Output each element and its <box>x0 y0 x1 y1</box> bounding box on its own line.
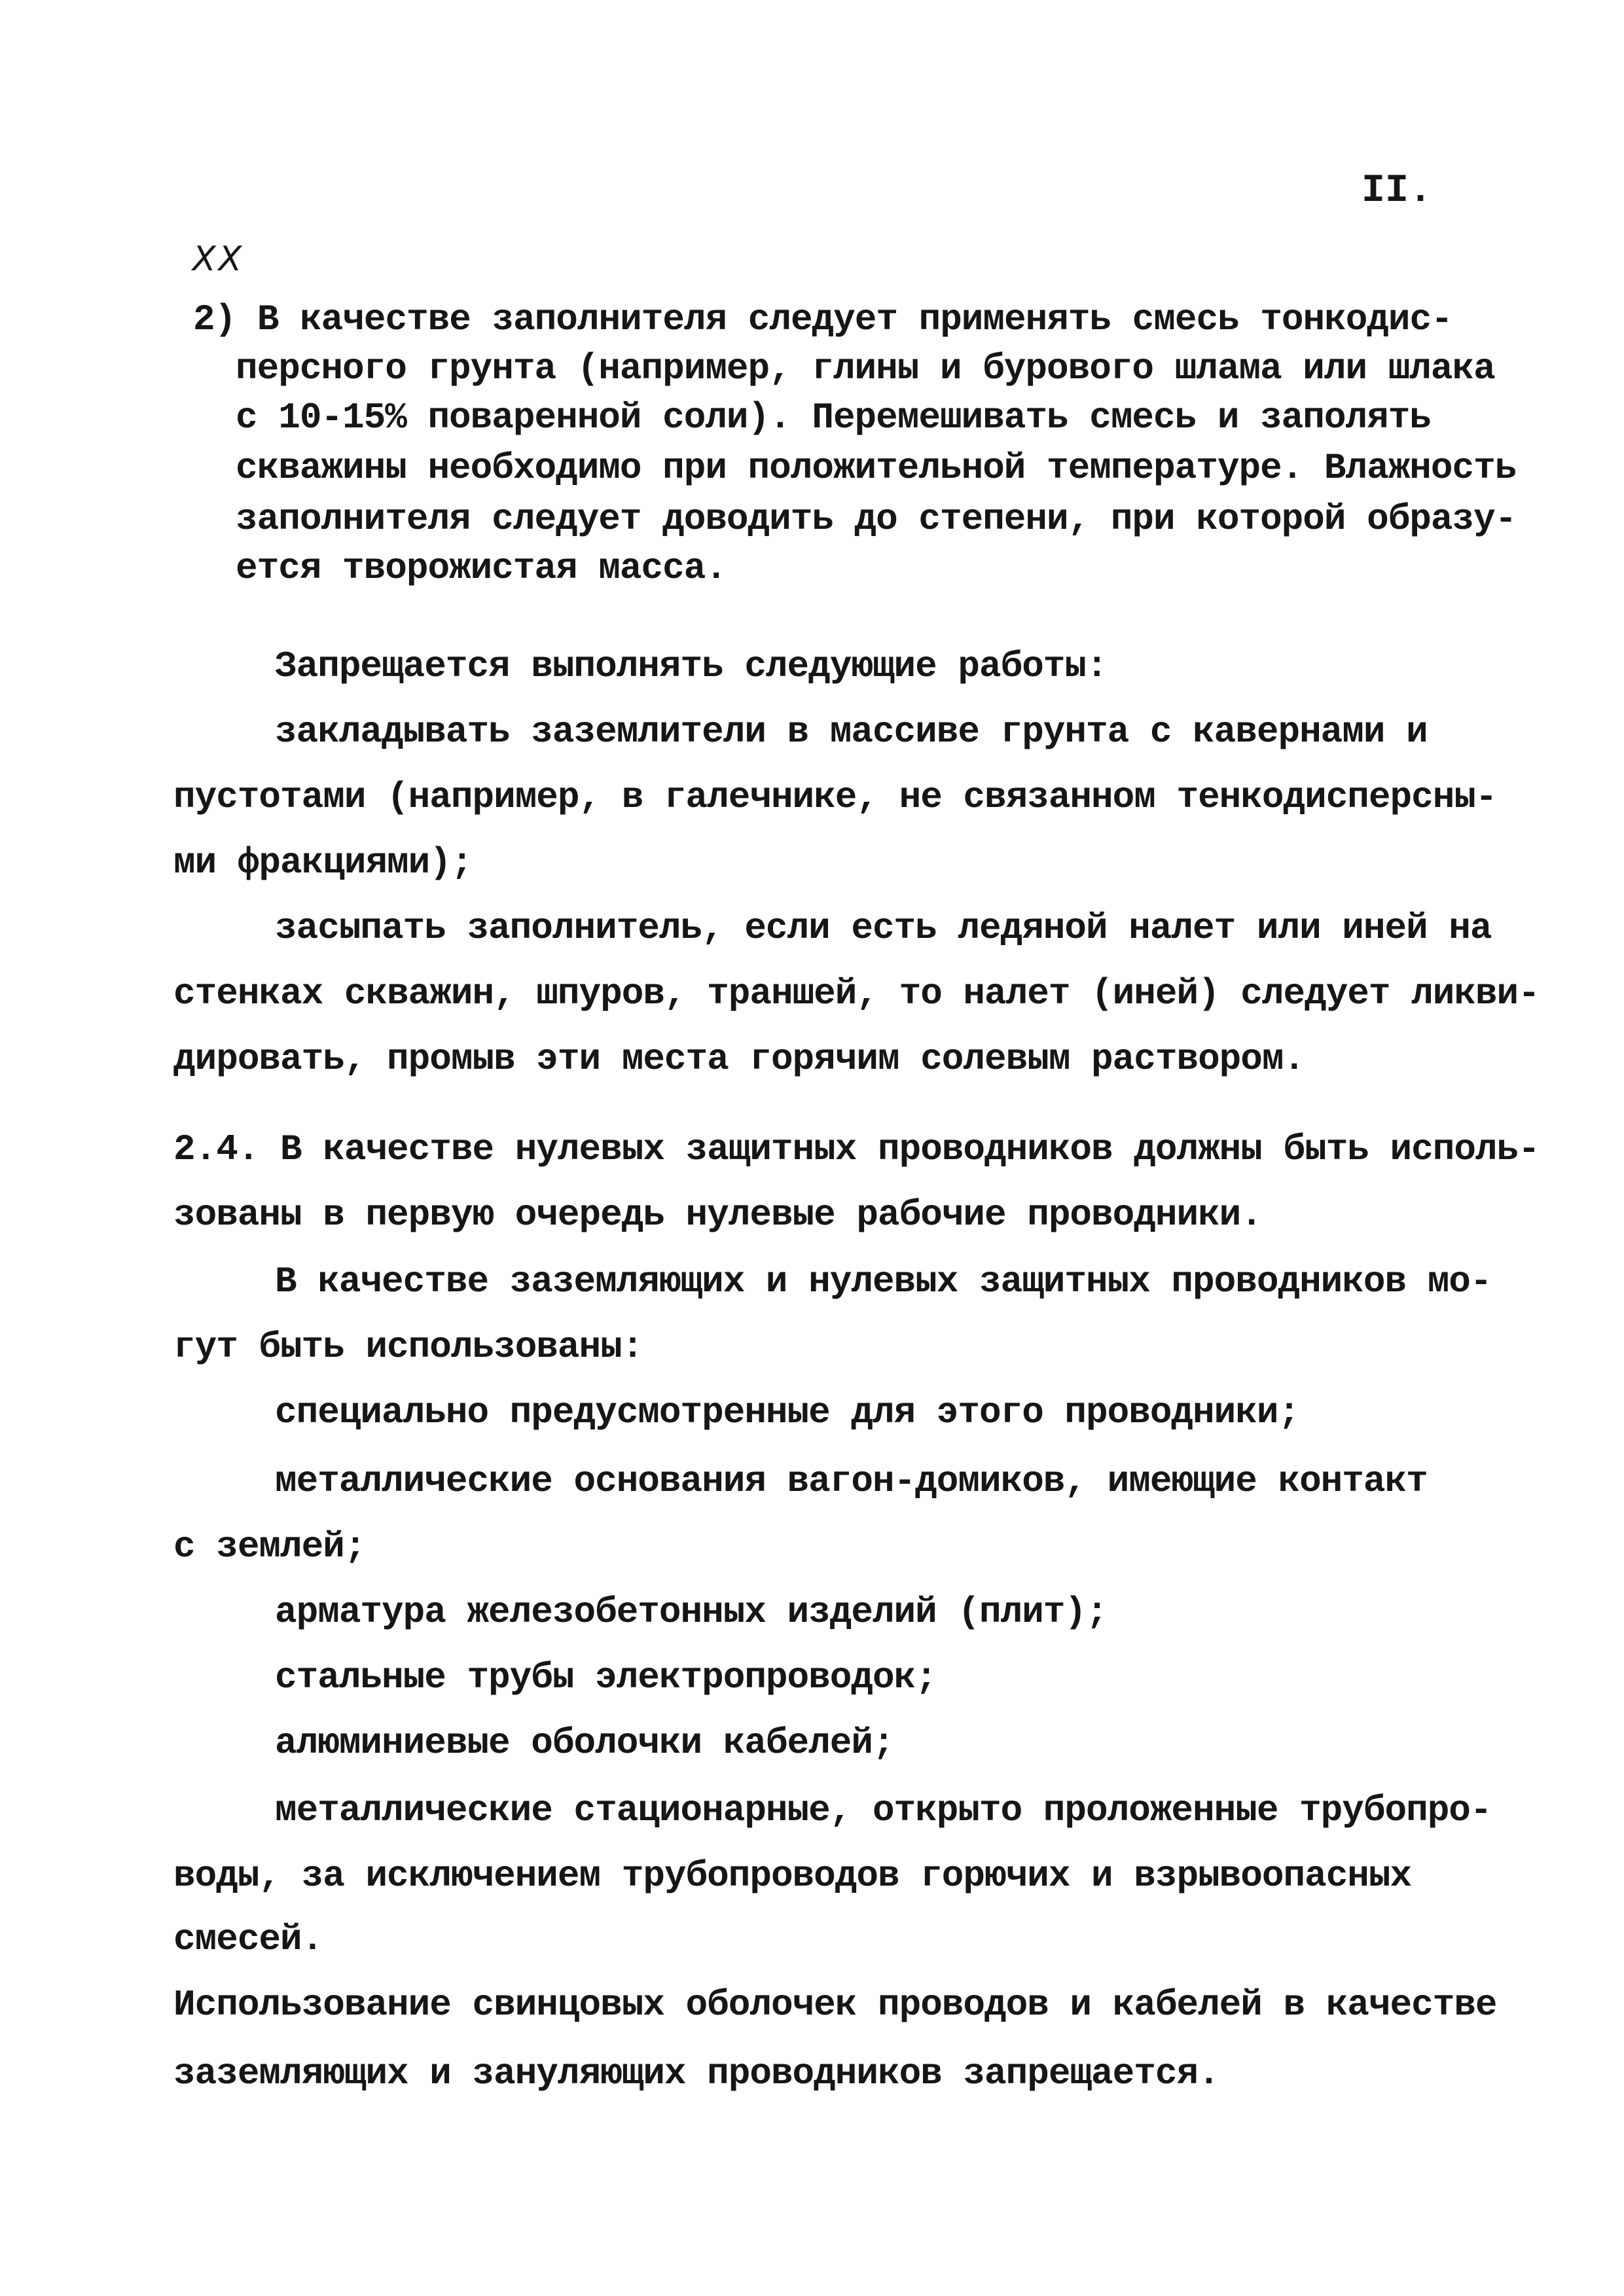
text-line: Запрещается выполнять следующие работы: <box>275 645 1108 687</box>
text-line: алюминиевые оболочки кабелей; <box>275 1722 894 1764</box>
text-line: с землей; <box>173 1526 366 1568</box>
text-line: закладывать заземлители в массиве грунта с кавернами и <box>275 711 1428 753</box>
text-line: стенках скважин, шпуров, траншей, то налет (иней) следует ликви- <box>173 973 1540 1014</box>
page-number: II. <box>1362 169 1433 213</box>
text-line: арматура железобетонных изделий (плит); <box>275 1591 1108 1633</box>
text-line: смесей. <box>173 1918 323 1960</box>
text-line: специально предусмотренные для этого проводники; <box>275 1391 1300 1433</box>
text-line: гут быть использованы: <box>173 1326 643 1368</box>
text-line: скважины необходимо при положительной температуре. Влажность <box>236 447 1517 489</box>
text-line: Использование свинцовых оболочек проводов и кабелей в качестве <box>173 1984 1497 2026</box>
text-line: ми фракциями); <box>173 842 473 884</box>
text-line: металлические стационарные, открыто проложенные трубопро- <box>275 1789 1492 1831</box>
text-line: пустотами (например, в галечнике, не связанном тенкодисперсны- <box>173 776 1497 818</box>
text-line: заземляющих и зануляющих проводников запрещается. <box>173 2053 1219 2094</box>
text-line: 2.4. В качестве нулевых защитных проводников должны быть исполь- <box>173 1128 1540 1170</box>
text-line: металлические основания вагон-домиков, имеющие контакт <box>275 1460 1428 1502</box>
text-line: ется творожистая масса. <box>236 547 727 589</box>
text-line: засыпать заполнитель, если есть ледяной налет или иней на <box>275 907 1492 949</box>
text-line: В качестве заземляющих и нулевых защитных проводников мо- <box>275 1261 1492 1302</box>
text-line: стальные трубы электропроводок; <box>275 1657 937 1698</box>
text-line: 2) В качестве заполнителя следует применять смесь тонкодис- <box>193 298 1453 340</box>
text-line: персного грунта (например, глины и бурового шлама или шлака <box>236 348 1495 389</box>
margin-mark: XX <box>192 240 245 279</box>
text-line: дировать, промыв эти места горячим солевым раствором. <box>173 1038 1305 1080</box>
text-line: заполнителя следует доводить до степени, при которой образу- <box>236 498 1517 540</box>
text-line: зованы в первую очередь нулевые рабочие проводники. <box>173 1194 1262 1236</box>
text-line: воды, за исключением трубопроводов горючих и взрывоопасных <box>173 1855 1412 1897</box>
text-line: с 10-15% поваренной соли). Перемешивать смесь и заполять <box>236 397 1431 439</box>
